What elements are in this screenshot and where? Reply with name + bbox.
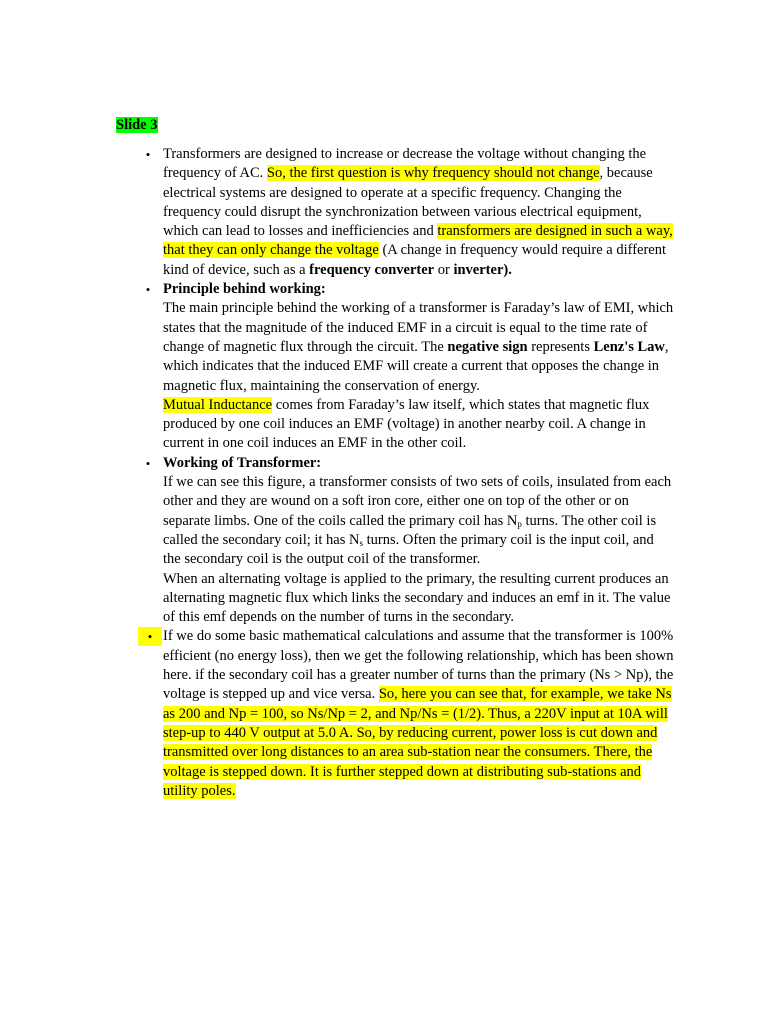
bullet-icon: • <box>145 147 151 162</box>
highlighted-text: Mutual Inductance <box>163 396 273 413</box>
paragraph <box>163 145 675 280</box>
text-run: The main principle behind the working of a transformer is Faraday’s law of EMI, which states that the magnitude of the induced EMF in a circuit is equal to the time rate of change of magnetic flux through the circuit. The <box>163 300 674 355</box>
bullet-list <box>145 145 675 801</box>
bold-text: negative sign <box>447 338 528 355</box>
bullet-icon: • <box>138 627 162 646</box>
slide-heading <box>116 116 158 135</box>
paragraph <box>163 299 675 395</box>
bullet-icon: • <box>145 455 151 471</box>
paragraph <box>163 473 675 569</box>
bullet-icon: • <box>145 282 151 298</box>
paragraph: When an alternating voltage is applied to the primary, the resulting current produces an alternating magnetic flux which links the secondary and induces an emf in it. The value of this emf depends on the number of turns in the secondary. <box>163 570 671 626</box>
text-run: If we do some basic mathematical calculations and assume that the transformer is 100% efficient (no energy loss), then we get the following relationship, which has been shown here. if the secondary coil has a greater number of turns than the primary (Ns > Np), the voltage is stepped up and vice versa. <box>163 628 674 703</box>
text-run: Transformers are designed to increase or decrease the voltage without changing the frequency of AC. <box>163 146 647 182</box>
subscript: s <box>359 537 364 548</box>
paragraph <box>163 627 675 801</box>
highlighted-text: So, the first question is why frequency should not change <box>266 165 600 182</box>
highlighted-text: transformers are designed in such a way, that they can only change the voltage <box>163 223 673 259</box>
paragraph <box>163 396 675 454</box>
bullet-item-principle <box>145 280 675 454</box>
text-run: If we can see this figure, a transformer consists of two sets of coils, insulated from each other and they are wound on a soft iron core, either one on top of the other or on separate limbs. One of the coils called the primary coil has N <box>163 474 672 529</box>
bullet-item-working <box>145 454 675 628</box>
text-run: turns. The other coil is called the secondary coil; it has N <box>163 512 657 548</box>
bold-text: inverter). <box>453 261 512 278</box>
text-run: turns. Often the primary coil is the input coil, and the secondary coil is the output coil of the transformer. <box>163 531 654 568</box>
bullet-item-calculation <box>147 627 675 801</box>
section-title: Principle behind working: <box>163 281 326 298</box>
text-run: , because electrical systems are designed to operate at a specific frequency. Changing the frequency could disrupt the synchronization between various electrical equipment, which can lead to losses and inefficiencies and <box>163 165 653 240</box>
text-run: comes from Faraday’s law itself, which states that magnetic flux produced by one coil induces an EMF (voltage) in another nearby coil. A change in current in one coil induces an EMF in the other coil. <box>163 396 650 452</box>
bullet-item-frequency <box>145 145 675 280</box>
slide-heading-text: Slide 3 <box>116 117 158 133</box>
subscript: p <box>517 518 522 529</box>
text-run: , which indicates that the induced EMF will create a current that opposes the change in magnetic flux, maintaining the conservation of energy. <box>163 338 669 394</box>
text-run: (A change in frequency would require a different kind of device, such as a <box>163 242 667 278</box>
section-title: Working of Transformer: <box>163 454 322 471</box>
text-run: or <box>434 261 454 278</box>
bold-text: Lenz's Law <box>593 338 665 355</box>
highlighted-text: So, here you can see that, for example, we take Ns as 200 and Np = 100, so Ns/Np = 2, and Np/Ns = (1/2). Thus, a 220V input at 10A will step-up to 440 V output at 5.0 A. So, by reducing current, power loss is cut down and transmitted over long distances to an area sub-station near the consumers. There, the voltage is stepped down. It is further stepped down at distributing sub-stations and utility poles. <box>163 686 672 799</box>
bold-text: frequency converter <box>309 261 435 278</box>
text-run: represents <box>527 338 594 355</box>
